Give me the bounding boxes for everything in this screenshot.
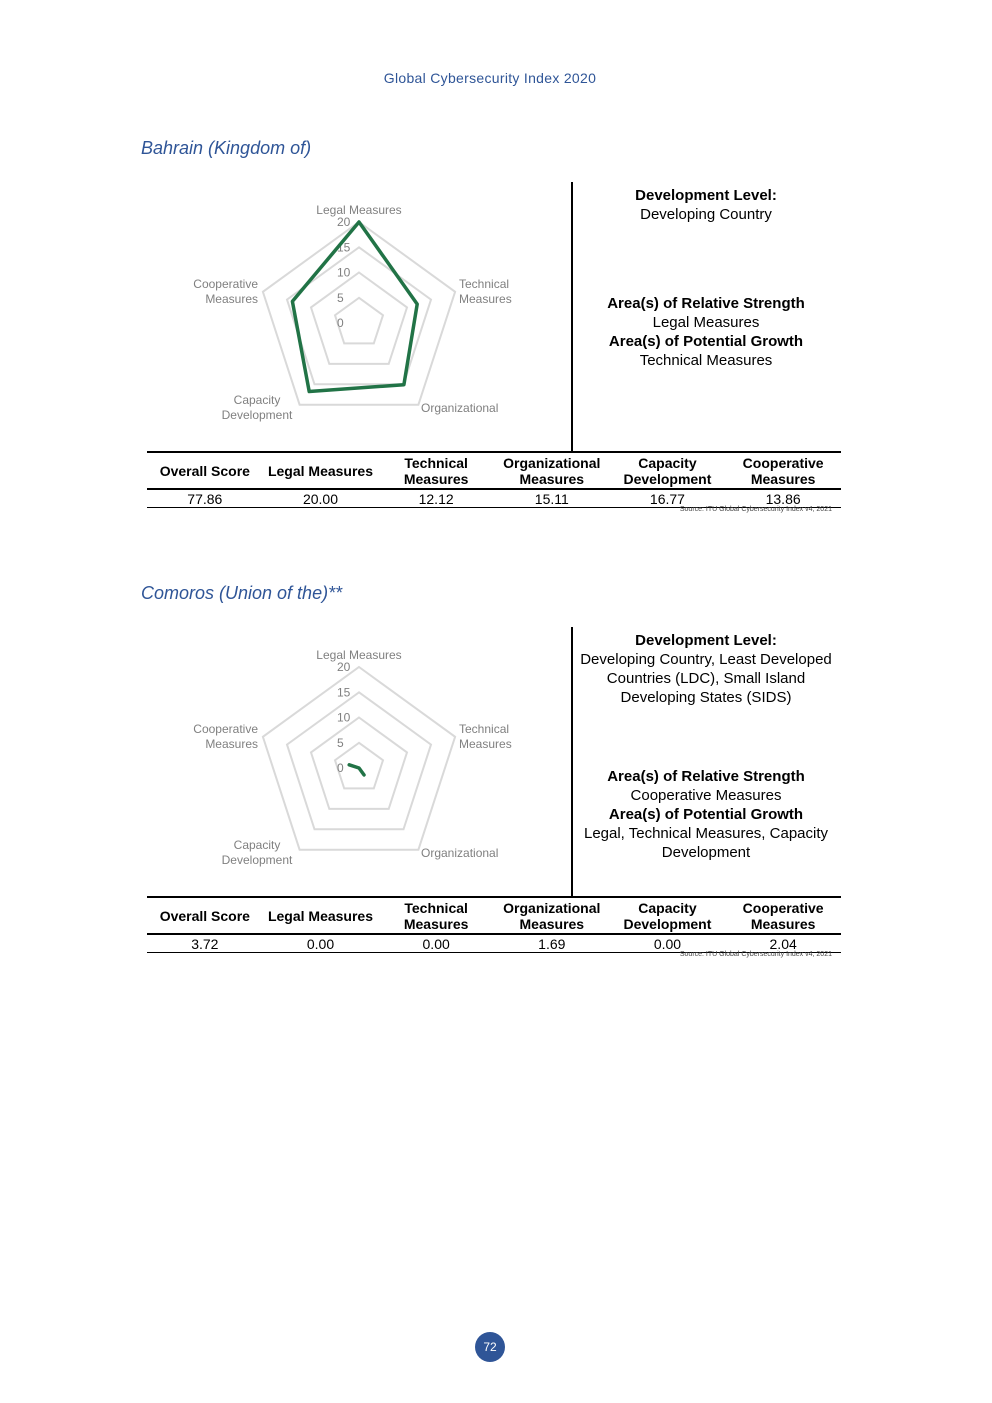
radar-tick-label: 0 [337,316,344,330]
radar-axis-label [421,401,498,415]
radar-axis-label-line: Technical [459,722,510,736]
radar-axis-label-line: Measures [205,737,258,751]
page-header: Global Cybersecurity Index 2020 [383,70,597,86]
country-section-comoros [141,583,841,1023]
development-level-label: Development Level: [635,632,777,649]
header-organizational-measures: Organizational Measures [494,452,610,489]
value-cooperative-measures: 13.86 [725,489,841,508]
radar-tick-label: 0 [337,761,344,775]
score-table [147,451,841,508]
score-table-row [147,489,841,508]
strength-label: Area(s) of Relative Strength [607,295,805,312]
header-technical-measures: Technical Measures [378,897,494,934]
radar-svg [171,627,571,917]
header-legal-measures: Legal Measures [263,897,379,934]
radar-series-line [349,765,364,775]
radar-axis-label-line: Cooperative [193,722,258,736]
growth-value: Legal, Technical Measures, Capacity Development [583,825,829,861]
header-organizational-measures: Organizational Measures [494,897,610,934]
score-table-row [147,934,841,953]
country-section-bahrain [141,138,841,578]
value-technical-measures: 0.00 [378,934,494,953]
value-legal-measures: 20.00 [263,489,379,508]
value-organizational-measures: 1.69 [494,934,610,953]
radar-axis-label-line: Capacity [233,393,281,407]
radar-axis-label [459,722,512,751]
value-legal-measures: 0.00 [263,934,379,953]
radar-axis-label-line: Development [221,853,293,867]
country-title: Comoros (Union of the)** [141,583,343,603]
radar-axis-label-line: Legal Measures [316,203,402,217]
development-info [577,186,835,370]
radar-axis-label-line: Organizational [421,401,499,415]
score-table-header-row [147,452,841,489]
section-divider [571,182,573,452]
development-level-value: Developing Country [640,206,772,223]
value-capacity-development: 0.00 [610,934,726,953]
radar-tick-label: 15 [337,685,351,700]
score-table [147,896,841,953]
development-level-value: Developing Country, Least Developed Countries (LDC), Small Island Developing States (SIDS) [580,651,832,706]
radar-axis-label-line: Organizational [421,846,499,860]
radar-tick-label: 5 [337,290,344,305]
value-overall-score: 3.72 [147,934,263,953]
radar-axis-label-line: Cooperative [193,277,258,291]
radar-axis-label [316,203,401,217]
radar-axis-label-line: Development [221,408,293,422]
header-cooperative-measures: Cooperative Measures [725,897,841,934]
radar-axis-label [316,648,401,662]
radar-axis-label-line: Measures [459,292,512,306]
radar-axis-label-line: Legal Measures [316,648,402,662]
source-note: Source: ITU Global Cybersecurity Index v4, 2021 [679,951,832,958]
score-table-header-row [147,897,841,934]
value-overall-score: 77.86 [147,489,263,508]
country-title: Bahrain (Kingdom of) [141,138,312,158]
value-technical-measures: 12.12 [378,489,494,508]
header-overall-score: Overall Score [147,897,263,934]
header-cooperative-measures: Cooperative Measures [725,452,841,489]
radar-axis-label [222,393,293,422]
radar-axis-label-line: Capacity [233,838,281,852]
value-cooperative-measures: 2.04 [725,934,841,953]
radar-axis-label-line: Measures [205,292,258,306]
source-note: Source: ITU Global Cybersecurity Index v4, 2021 [679,506,832,513]
value-organizational-measures: 15.11 [494,489,610,508]
radar-chart [171,182,571,472]
radar-tick-label: 15 [337,240,351,255]
strength-label: Area(s) of Relative Strength [607,768,805,785]
growth-label: Area(s) of Potential Growth [608,333,804,350]
header-legal-measures: Legal Measures [263,452,379,489]
radar-svg [171,182,571,472]
radar-axis-label [193,722,258,751]
radar-tick-label: 20 [337,660,351,674]
radar-axis-label [193,277,258,306]
radar-axis-label-line: Technical [459,277,510,291]
radar-grid-ring [311,273,407,364]
page-number: 72 [475,1332,505,1362]
radar-axis-label-line: Measures [459,737,512,751]
development-info [577,631,835,862]
radar-axis-label [421,846,498,860]
value-capacity-development: 16.77 [610,489,726,508]
header-capacity-development: Capacity Development [610,452,726,489]
strength-value: Legal Measures [652,314,760,331]
radar-grid-ring [311,718,407,809]
header-capacity-development: Capacity Development [610,897,726,934]
header-technical-measures: Technical Measures [378,452,494,489]
radar-axis-label [459,277,512,306]
header-overall-score: Overall Score [147,452,263,489]
radar-tick-label: 5 [337,735,344,750]
radar-tick-label: 20 [337,215,351,229]
growth-value: Technical Measures [639,352,773,369]
radar-tick-label: 10 [337,265,351,280]
radar-axis-label [222,838,293,867]
section-divider [571,627,573,897]
radar-tick-label: 10 [337,710,351,725]
radar-chart [171,627,571,917]
development-level-label: Development Level: [635,187,777,204]
strength-value: Cooperative Measures [630,787,782,804]
growth-label: Area(s) of Potential Growth [608,806,804,823]
